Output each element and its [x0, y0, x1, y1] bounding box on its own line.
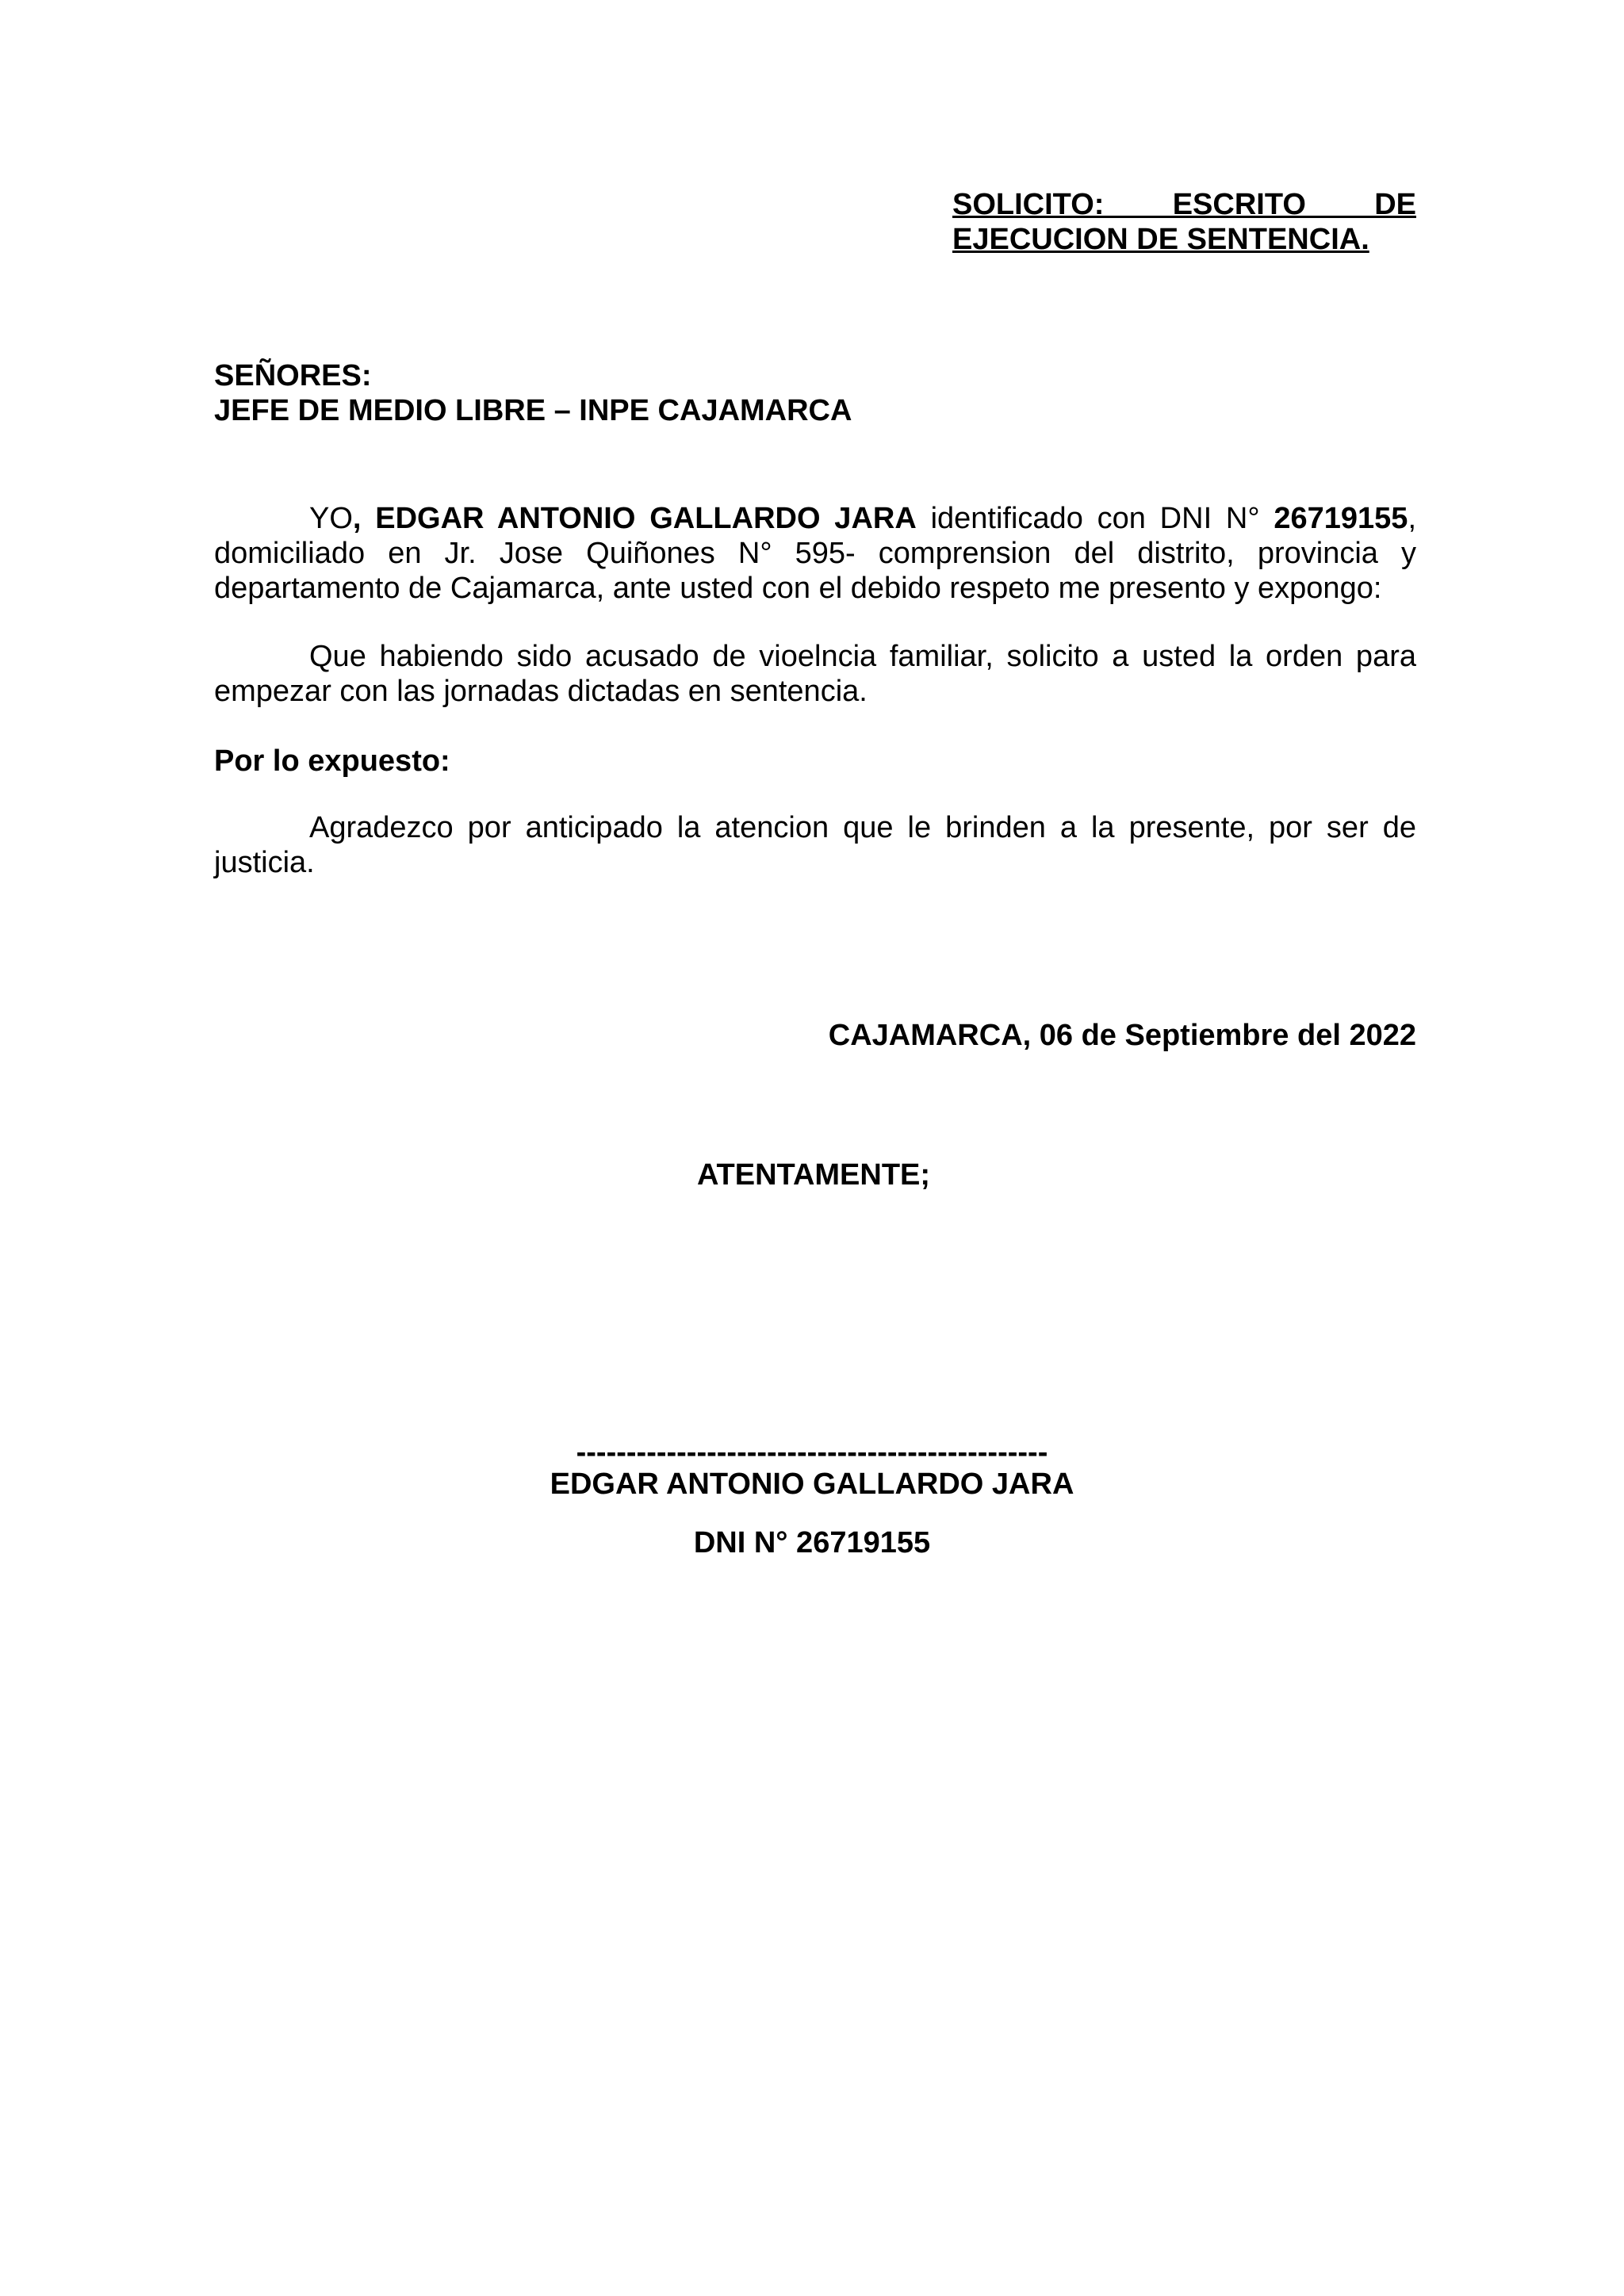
applicant-dni: 26719155	[1274, 502, 1408, 535]
request-paragraph	[214, 639, 1416, 709]
request-text: Que habiendo sido acusado de vioelncia familiar, solicito a usted la orden para empezar con las jornadas dictadas en sentencia.	[214, 640, 1416, 708]
intro-ident-text: identificado con DNI N°	[916, 502, 1274, 535]
intro-rest: , domiciliado en Jr. Jose Quiñones N° 595- comprension del distrito, provincia y departamento de Cajamarca, ante usted con el debido respeto me presento y expongo:	[214, 502, 1417, 605]
date-line: CAJAMARCA, 06 de Septiembre del 2022	[828, 1019, 1416, 1052]
recipient: JEFE DE MEDIO LIBRE – INPE CAJAMARCA	[214, 394, 852, 427]
thanks-text: Agradezco por anticipado la atencion que le brinden a la presente, por ser de justicia.	[214, 811, 1416, 879]
salutation: SEÑORES:	[214, 359, 372, 392]
subject-line-2: EJECUCION DE SENTENCIA.	[952, 223, 1369, 256]
signature-name: EDGAR ANTONIO GALLARDO JARA	[550, 1468, 1074, 1501]
thanks-paragraph	[214, 810, 1416, 880]
intro-paragraph	[214, 501, 1416, 606]
applicant-name: , EDGAR ANTONIO GALLARDO JARA	[352, 502, 917, 535]
signature-line: -----------------------------------------------	[576, 1436, 1048, 1469]
closing-text: ATENTAMENTE;	[696, 1158, 931, 1192]
subject-line-1: SOLICITO: ESCRITO DE	[952, 188, 1416, 221]
subject-block	[952, 187, 1416, 257]
intro-yo: YO	[309, 502, 353, 535]
closing	[0, 1158, 1624, 1192]
addressee-block	[214, 358, 852, 428]
signature-dni: DNI N° 26719155	[693, 1526, 931, 1559]
por-lo-expuesto-heading: Por lo expuesto:	[214, 744, 450, 778]
